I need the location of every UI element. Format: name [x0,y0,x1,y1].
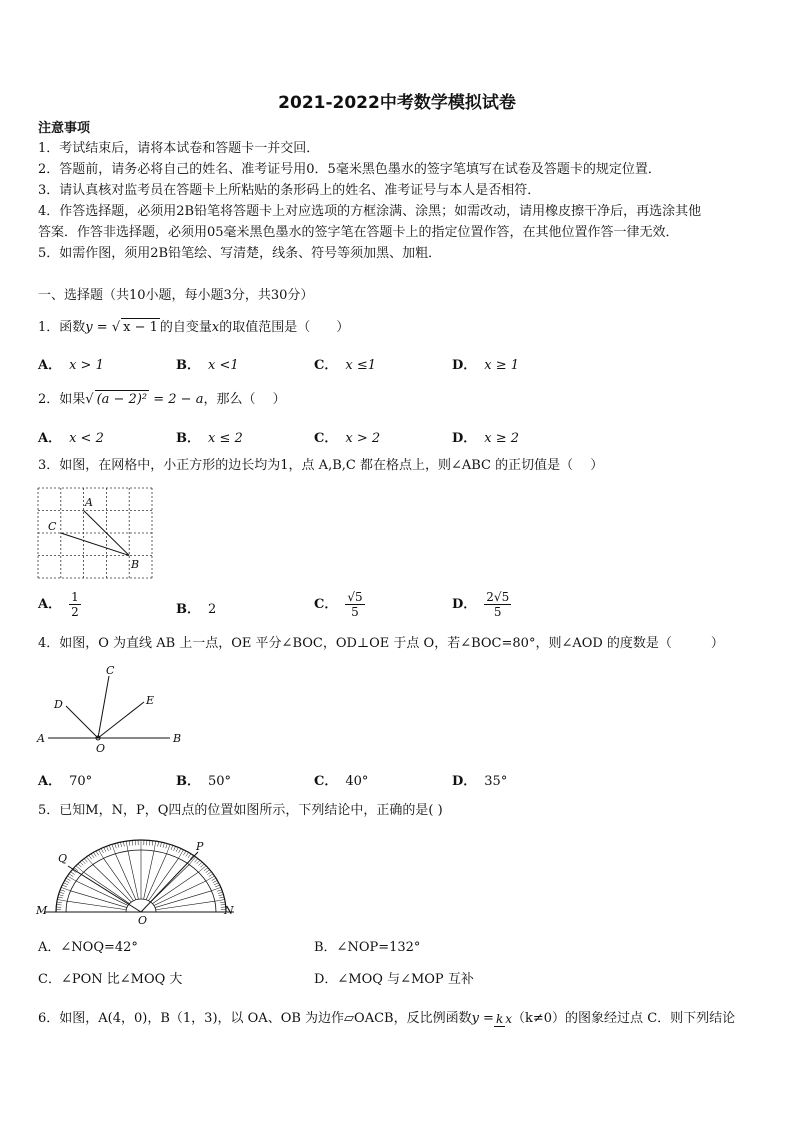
notice-item-1: 1．考试结束后，请将本试卷和答题卡一并交回． [38,141,320,156]
protractor-tick [60,890,65,892]
question-3: 3．如图，在网格中，小正方形的边长均为1，点 A,B,C 都在格点上，则∠ABC 的正切值是（ ） [38,458,604,473]
q5-option-a: A．∠NOQ=42° [38,940,138,955]
q1-radicand: x − 1 [123,320,158,335]
protractor-tick [112,844,115,853]
protractor-tick [82,860,85,864]
protractor-tick [215,885,220,887]
q6-prefix: 6．如图，A(4，0)，B（1，3)，以 OA、OB 为边作▱OACB，反比例函数 [38,1011,472,1026]
label-O: O [138,914,148,926]
label-D: D [54,698,63,711]
q1-option-c: C． x ≤1 [314,358,376,373]
angle-lines [48,676,170,738]
question-1: 1．函数y = √ x − 1 的自变量x的取值范围是（ ） [38,320,350,335]
protractor-tick [120,842,121,847]
protractor-tick [104,847,106,851]
q4-option-b: B． 50° [176,774,232,789]
protractor-tick [126,841,128,851]
label-M: M [36,904,48,917]
protractor-tick [57,902,62,903]
q2-equation: = 2 − a [149,392,204,407]
q1-var-x: x [211,320,220,335]
q4-option-a: A． 70° [38,774,93,789]
notice-item-4-cont: 答案．作答非选择题，必须用05毫米黑色墨水的签字笔在答题卡上的指定位置作答，在其他位置作答一律无效． [38,225,679,240]
protractor-tick [179,848,181,852]
notice-item-2: 2．答题前，请务必将自己的姓名、准考证号用0．5毫米黑色墨水的签字笔填写在试卷及答题卡的规定位置． [38,162,661,177]
question-2: 2．如果√ (a − 2)² = 2 − a，那么（ ） [38,392,286,407]
protractor-tick [186,852,189,856]
protractor-tick [217,890,222,892]
protractor-tick [215,899,225,901]
protractor-tick [84,858,87,862]
protractor-tick [152,841,153,846]
protractor-ray [155,891,211,908]
q1-prefix: 1．函数 [38,320,86,335]
label-B: B [131,558,140,571]
protractor-tick [163,843,164,848]
q5-option-d: D．∠MOQ 与∠MOP 互补 [314,972,474,987]
q1-option-b: B． x <1 [176,358,239,373]
protractor-tick [220,902,225,903]
protractor-ray [146,854,167,900]
protractor-tick [195,858,198,862]
protractor-ray [144,851,154,899]
section-heading: 一、选择题（共10小题，每小题3分，共30分） [38,288,314,303]
label-A: A [37,732,45,745]
protractor-tick [188,854,191,858]
q2-option-c: C． x > 2 [314,431,381,446]
protractor-tick [109,845,111,850]
q4-option-d: D． 35° [452,774,508,789]
protractor-ray [128,851,138,899]
label-N: N [224,904,234,917]
page-title: 2021-2022中考数学模拟试卷 [278,93,516,113]
label-C: C [48,520,57,533]
protractor-tick [200,864,204,867]
q4-angle-figure [34,662,184,754]
label-Q: Q [58,852,68,865]
protractor-tick [198,866,206,872]
protractor-tick [207,872,211,875]
q3-option-b: B． 2 [176,602,217,617]
protractor-tick [62,885,67,887]
q1-text-end: 的取值范围是（ ） [219,320,350,335]
protractor-tick [171,845,173,850]
protractor-tick [59,895,64,896]
protractor-tick [183,851,186,855]
q6-var-y: y = [471,1011,494,1026]
q3-option-c: C． $\frac{√5}{5}$ [314,590,363,619]
protractor-tick [93,852,96,856]
label-A: A [85,496,93,509]
q5-option-c: C．∠PON 比∠MOQ 大 [38,972,183,987]
q6-text-end: （k≠0）的图象经过点 C．则下列结论 [512,1011,736,1026]
label-E: E [146,694,155,707]
protractor-tick [86,857,92,865]
protractor-tick [206,870,210,873]
ray-OQ [68,866,141,912]
q1-text-mid: 的自变量 [159,320,212,335]
question-4: 4．如图，O 为直线 AB 上一点，OE 平分∠BOC，OD⊥OE 于点 O，若∠BOC=80°，则∠AOD 的度数是（ ） [38,636,724,651]
protractor-tick [158,842,159,847]
protractor-tick [209,874,213,877]
notice-heading: 注意事项 [38,121,91,136]
notice-item-4: 4．作答选择题，必须用2B铅笔将答题卡上对应选项的方框涂满、涂黑；如需改动，请用橡皮擦干净后，再选涂其他 [38,204,702,219]
q2-prefix: 2．如果 [38,392,86,407]
protractor-ray [67,901,126,910]
protractor-tick [101,848,103,852]
protractor-tick [69,874,73,877]
protractor-tick [197,860,200,864]
protractor-tick [167,844,170,853]
protractor-tick [166,844,168,849]
protractor-tick [129,841,130,846]
q2-text-end: ，那么（ ） [203,392,286,407]
protractor-tick [58,897,63,898]
notice-item-5: 5．如需作图，须用2B铅笔绘、写清楚，线条、符号等须加黑、加粗． [38,246,442,261]
q5-option-b: B．∠NOP=132° [314,940,421,955]
label-C: C [106,664,115,677]
protractor-tick [99,850,104,859]
protractor-tick [59,892,64,893]
label-B: B [173,732,182,745]
protractor-tick [57,899,67,901]
q1-option-a: A． x > 1 [38,358,104,373]
protractor-ray [115,854,136,900]
protractor-ray [156,901,215,910]
protractor-tick [80,862,84,865]
q2-option-d: D． x ≥ 2 [452,431,520,446]
protractor-tick [63,883,68,885]
q3-option-d: D． $\frac{2√5}{5}$ [452,590,510,619]
label-O: O [96,742,106,754]
protractor-tick [118,843,119,848]
protractor-tick [89,855,92,859]
protractor-tick [66,878,70,880]
q3-option-a: A． $\frac{1}{2}$ [38,590,79,619]
protractor-tick [218,892,223,893]
protractor-tick [132,840,133,845]
protractor-tick [219,895,224,896]
q6-fraction: k x [495,1011,513,1026]
notice-item-3: 3．请认真核对监考员在答题卡上所粘贴的条形码上的姓名、准考证号与本人是否相符． [38,183,541,198]
protractor-tick [176,847,178,851]
protractor-tick [71,872,75,875]
protractor-tick [154,841,156,851]
protractor-tick [160,842,161,847]
protractor-tick [179,850,184,859]
protractor-tick [91,854,94,858]
protractor-tick [78,864,82,867]
protractor-tick [199,862,203,865]
q2-radicand: (a − 2)² [96,392,148,407]
protractor-tick [214,883,219,885]
q1-option-d: D． x ≥ 1 [452,358,520,373]
protractor-tick [67,876,76,881]
protractor-tick [204,868,208,871]
q4-option-c: C． 40° [314,774,369,789]
protractor-tick [106,846,108,851]
protractor-tick [65,880,69,882]
q3-grid-figure [36,486,156,580]
protractor-tick [149,840,150,845]
protractor-tick [96,851,99,855]
q2-option-a: A． x < 2 [38,431,104,446]
protractor-tick [206,876,215,881]
protractor-tick [174,846,176,851]
question-6 [38,1010,735,1028]
protractor-tick [213,880,217,882]
label-P: P [196,840,204,853]
protractor-ray [71,891,127,908]
protractor-tick [56,904,61,905]
q1-equals: = [92,320,112,335]
q5-protractor-figure [34,834,240,926]
q1-var-y: y [85,320,93,335]
question-5: 5．已知M，N，P，Q四点的位置如图所示，下列结论中，正确的是( ) [38,803,443,818]
protractor-tick [123,842,124,847]
protractor-tick [212,878,216,880]
q2-option-b: B． x ≤ 2 [176,431,243,446]
protractor-tick [115,844,117,849]
protractor-tick [219,897,224,898]
